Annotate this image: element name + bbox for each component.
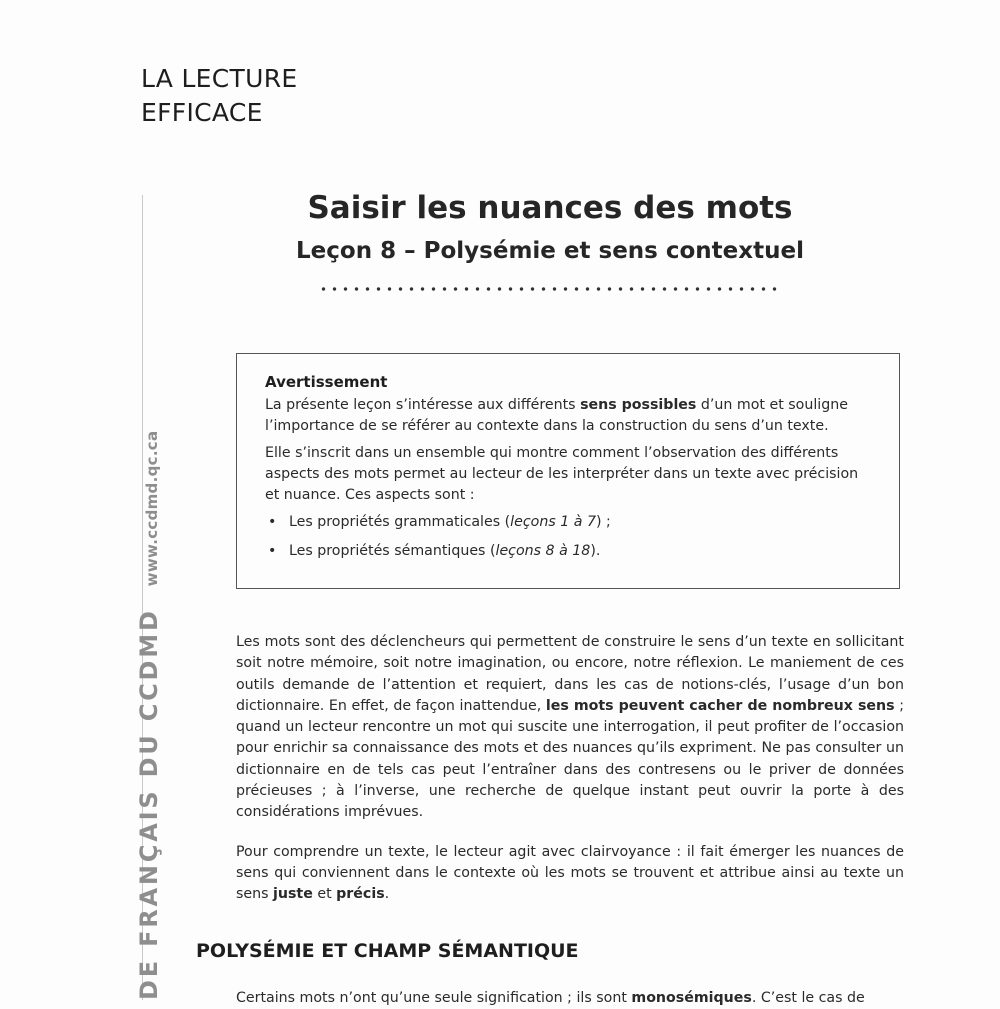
notice-list-item (265, 541, 873, 562)
series-title-line2: EFFICACE (141, 98, 263, 127)
sidebar-vertical-text (135, 431, 163, 1000)
tail-text: Certains mots n’ont qu’une seule signification ; ils sont (236, 990, 632, 1006)
item-text: Les propriétés grammaticales ( (289, 514, 511, 530)
series-title-line1: LA LECTURE (141, 64, 298, 93)
tail-bold: monosémiques (631, 990, 752, 1006)
item-text-end: ) ; (595, 514, 611, 530)
body-paragraph-1 (236, 632, 904, 824)
notice-box (236, 353, 900, 589)
body-p2-bold-juste: juste (273, 886, 313, 903)
section-heading: POLYSÉMIE ET CHAMP SÉMANTIQUE (196, 940, 579, 962)
notice-paragraph-1 (265, 395, 873, 437)
body-text (236, 632, 904, 924)
notice-list (265, 512, 873, 562)
notice-p1-text-end: d’un mot et souligne l’importance de se référer au contexte dans la construction du sens d’un texte. (265, 397, 848, 434)
item-italic: leçons 1 à 7 (510, 514, 596, 530)
notice-paragraph-2: Elle s’inscrit dans un ensemble qui montre comment l’observation des différents aspects des mots permet au lecteur de les interpréter dans un texte avec précision et nuance. Ces aspects sont : (265, 445, 859, 503)
notice-p1-bold: sens possibles (580, 397, 697, 413)
notice-p1-text: La présente leçon s’intéresse aux différents (265, 397, 581, 413)
body-paragraph-2 (236, 842, 904, 906)
page-subtitle: Leçon 8 – Polysémie et sens contextuel (296, 238, 804, 264)
body-p1-bold: les mots peuvent cacher de nombreux sens (545, 697, 895, 714)
body-p2-text: Pour comprendre un texte, le lecteur agit avec clairvoyance : il fait émerger les nuances de sens qui conviennent dans le contexte où les mots se trouvent et attribue ainsi au texte un sens (236, 843, 904, 903)
item-italic: leçons 8 à 18 (495, 543, 591, 559)
series-title (141, 62, 297, 130)
item-text-end: ). (590, 543, 601, 559)
notice-list-item (265, 512, 873, 533)
notice-heading: Avertissement (265, 373, 388, 391)
sidebar-url: www.ccdmd.qc.ca (143, 430, 161, 587)
body-p2-period: . (384, 886, 390, 903)
body-p1-text: Les mots sont des déclencheurs qui permettent de construire le sens d’un texte en sollicitant soit notre mémoire, soit notre imagination, ou encore, notre réflexion. Le maniement de ces outils demande de l’attention et requiert, dans les cas de notions-clés, l’usage d’un bon dictionnaire. En effet, de façon inattendue, (236, 634, 904, 714)
truncated-paragraph (236, 988, 904, 1009)
tail-text-end: . C’est le cas de (751, 990, 865, 1006)
body-p2-bold-precis: précis (336, 886, 385, 903)
page-title: Saisir les nuances des mots (307, 190, 793, 226)
item-text: Les propriétés sémantiques ( (289, 543, 496, 559)
dotted-separator (318, 287, 780, 291)
body-p2-text-and: et (312, 886, 337, 903)
sidebar-brand: DE FRANÇAIS DU CCDMD (135, 608, 163, 1000)
body-p1-text-end: ; quand un lecteur rencontre un mot qui suscite une interrogation, il peut profiter de l’occasion pour enrichir sa connaissance des mots et des nuances qu’ils expriment. Ne pas consulter un dictionnaire en de tels cas peut l’entraîner dans des contresens ou le priver de données précieuses ; à l’inverse, une recherche de quelque instant peut ouvrir la porte à des considérations imprévues. (236, 697, 904, 821)
